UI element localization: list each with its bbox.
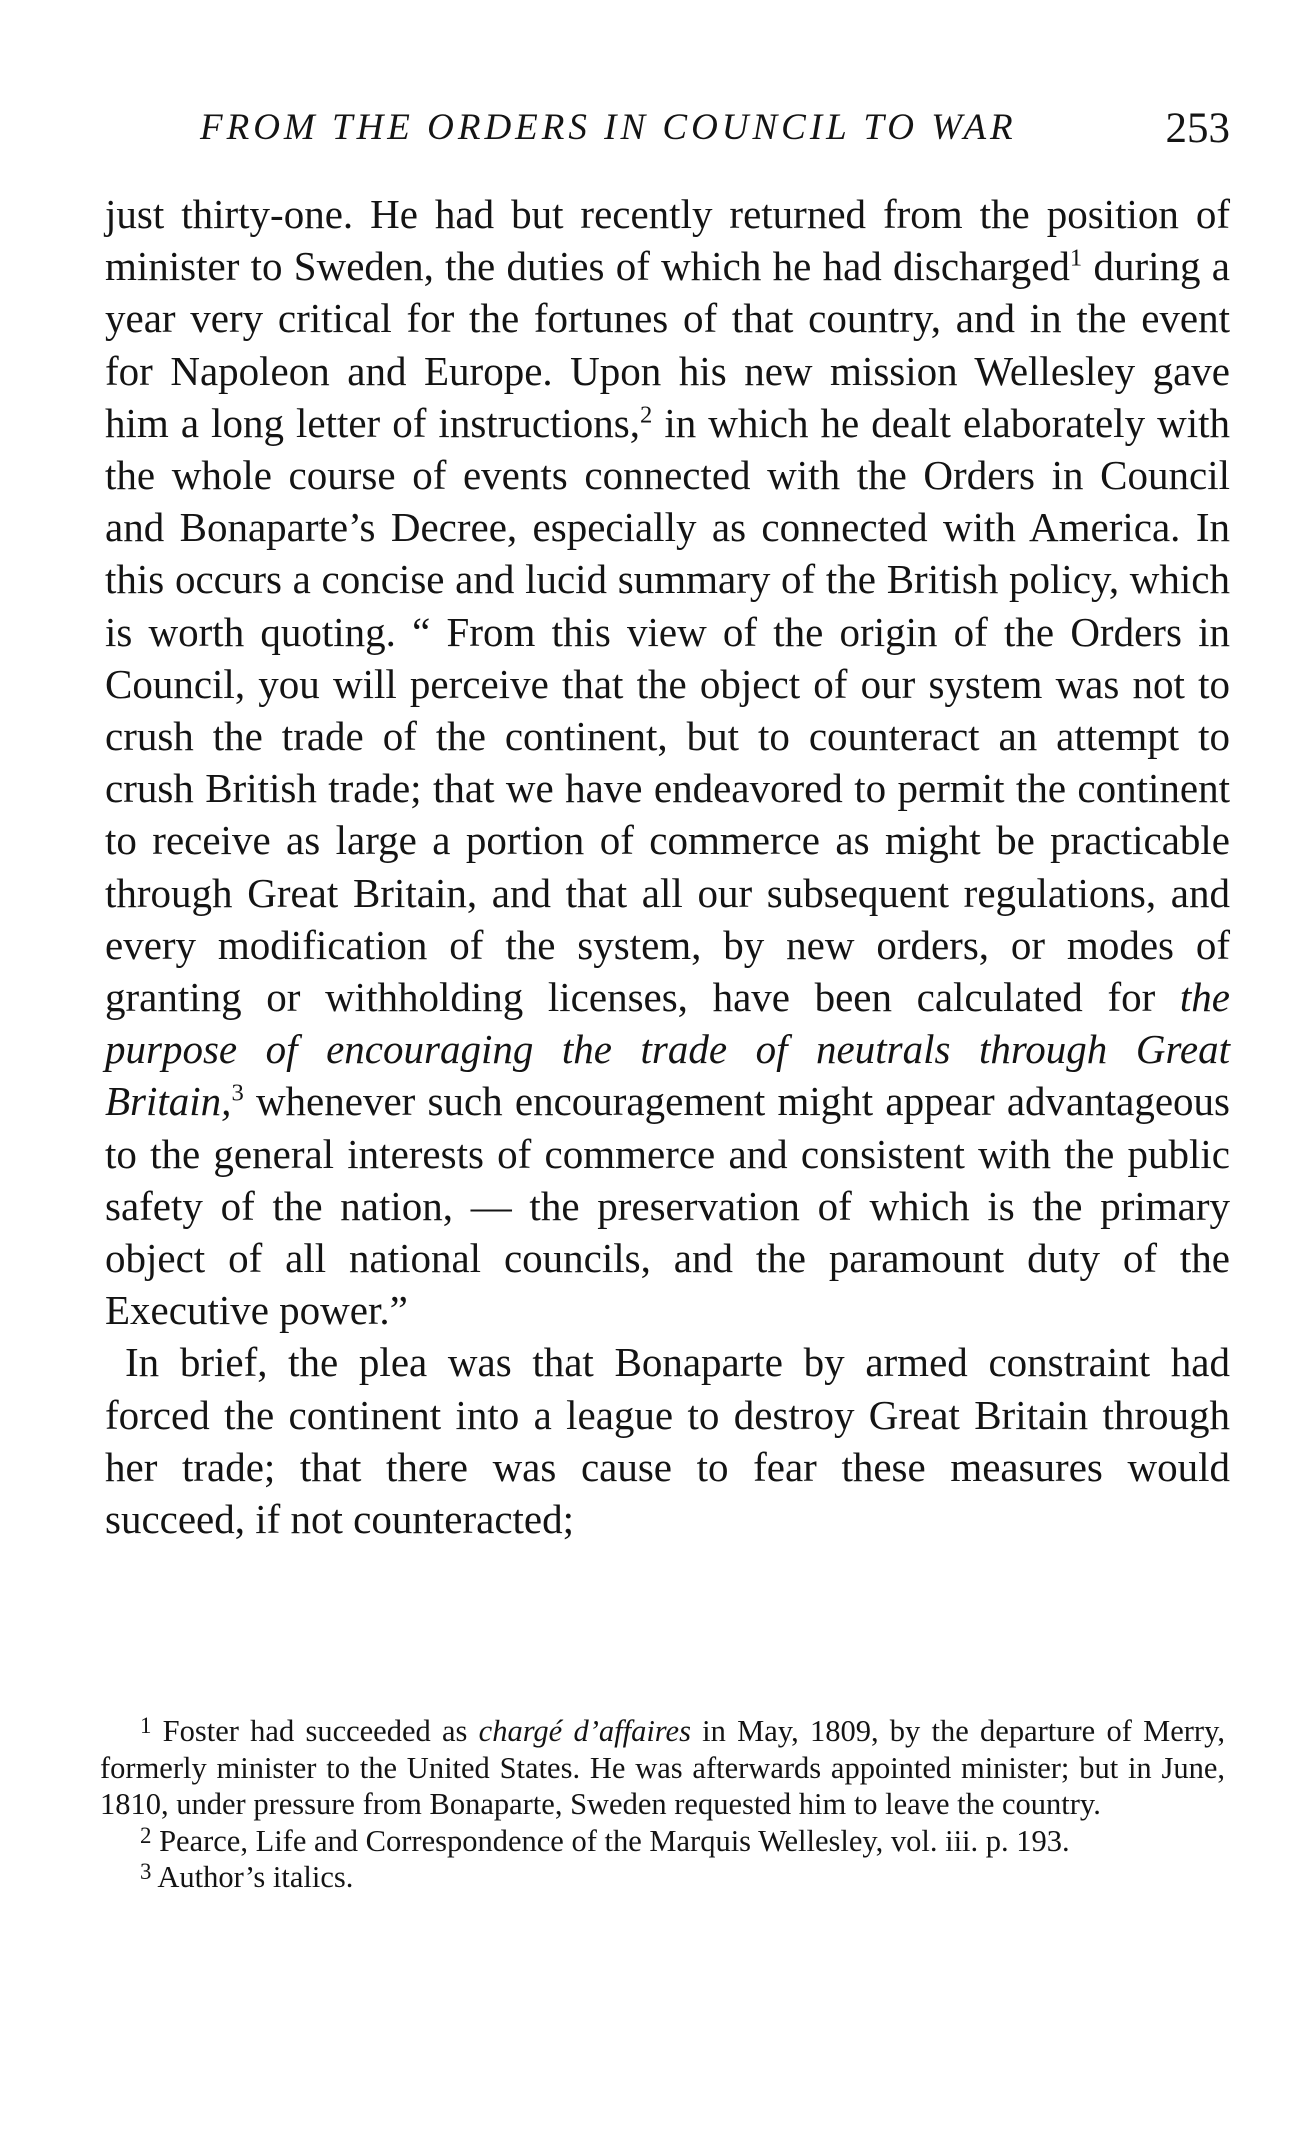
footnote-2-text: Pearce, Life and Correspondence of the Marquis Wellesley, vol. iii. p. 193. <box>151 1823 1070 1858</box>
body-text <box>105 188 1230 1545</box>
running-title: FROM THE ORDERS IN COUNCIL TO WAR <box>200 107 1017 148</box>
paragraph-1 <box>105 188 1230 1336</box>
footnote-2-mark: 2 <box>140 1822 152 1848</box>
footnote-1-part-2: in May, 1809, by the departure of Merry, formerly minister to the United States. He was afterwards appointed minister; but in June, 1810, under pressure from Bonaparte, Sweden requested him to leave the country. <box>100 1714 1225 1821</box>
footnote-3-text: Author’s italics. <box>151 1860 354 1894</box>
paragraph-1-part-4: whenever such encouragement might appear advantageous to the general interests of commerce and consistent with the public safety of the nation, — the preservation of which is the primary object of all national councils, and the paramount duty of the Executive power.” <box>105 1078 1230 1334</box>
paragraph-1-part-3: in which he dealt elaborately with the whole course of events connected with the Orders in Council and Bonaparte’s Decree, especially as connected with America. In this occurs a concise and lucid summary of the British policy, which is worth quoting. “ From this view of the origin of the Orders in Council, you will perceive that the object of our system was not to crush the trade of the continent, but to counteract an attempt to crush British trade; that we have endeavored to permit the continent to receive as large a portion of commerce as might be practicable through Great Britain, and that all our subsequent regulations, and every modification of the system, by new orders, or modes of granting or withholding licenses, have been calculated for <box>105 399 1230 1021</box>
footnote-1 <box>100 1713 1225 1823</box>
footnote-3-mark: 3 <box>140 1859 152 1884</box>
footnote-ref-1: 1 <box>1069 244 1083 272</box>
page-header <box>200 100 1230 160</box>
footnote-ref-2: 2 <box>640 401 653 429</box>
footnote-1-part-1: Foster had succeeded as <box>151 1714 479 1748</box>
italic-emphasis: the purpose of encouraging the trade of neutrals through Great Britain, <box>105 974 1230 1125</box>
footnote-3 <box>100 1859 1225 1896</box>
paragraph-1-part-2: during a year very critical for the fortunes of that country, and in the event for Napoleon and Europe. Upon his new mission Wellesley gave him a long letter of instructions, <box>105 243 1230 446</box>
page-number: 253 <box>1165 105 1230 152</box>
footnote-1-italic: chargé d’affaires <box>478 1714 691 1748</box>
footnote-1-mark: 1 <box>140 1713 152 1738</box>
footnotes <box>100 1713 1225 1896</box>
paragraph-2: In brief, the plea was that Bonaparte by armed constraint had forced the continent into a league to destroy Great Britain through her trade; that there was cause to fear these measures would succeed, if not counteracted; <box>105 1339 1230 1543</box>
footnote-2 <box>100 1823 1225 1860</box>
paragraph-1-part-1: just thirty-one. He had but recently returned from the position of minister to Sweden, the duties of which he had discharged <box>105 191 1230 290</box>
footnote-ref-3: 3 <box>231 1079 244 1107</box>
